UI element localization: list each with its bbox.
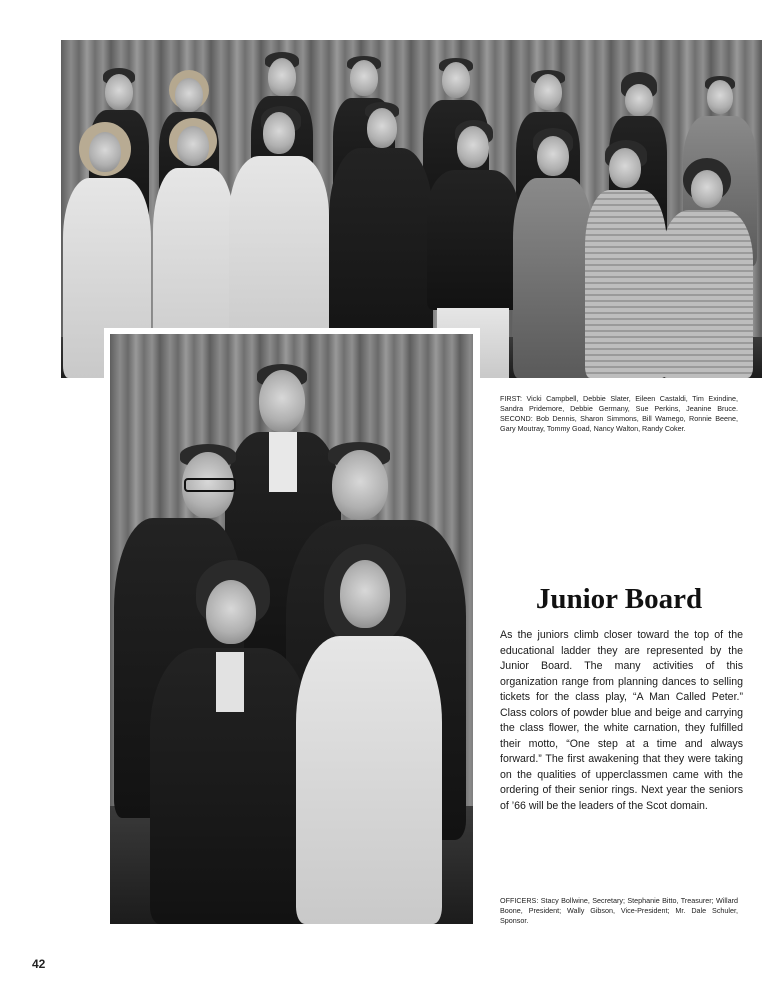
person-figure (661, 158, 753, 378)
page-number: 42 (32, 957, 46, 971)
person-figure (513, 128, 593, 378)
article-text: As the juniors climb closer toward the top of the educational ladder they are represented by the Junior Board. The many activities of this organization range from planning dances to selling tickets for the class play, “A Man Called Peter.” Class colors of powder blue and beige and carrying the class flower, the white carnation, they fulfilled their motto, “One step at a time and always forward.” The first awakening that they were taking on the qualities of upperclassmen came with the ordering of their senior rings. Next year the seniors of ’66 will be the leaders of the Scot domain. (500, 629, 743, 812)
page-title: Junior Board (535, 583, 703, 615)
person-figure (585, 140, 667, 378)
group-caption: FIRST: Vicki Campbell, Debbie Slater, Eileen Castaldi, Tim Exindine, Sandra Pridemore, Debbie Germany, Sue Perkins, Jeanine Bruce. SECOND: Bob Dennis, Sharon Simmons, Bill Wamego, Ronnie Beene, Gary Moutray, Tommy Goad, Nancy Walton, Randy Coker. (500, 394, 738, 433)
person-figure (296, 544, 442, 924)
person-figure (150, 560, 310, 924)
officers-photo (110, 334, 473, 924)
officers-caption: OFFICERS: Stacy Bollwine, Secretary; Stephanie Bitto, Treasurer; Willard Boone, President; Wally Gibson, Vice-President; Mr. Dale Schuler, Sponsor. (500, 896, 738, 925)
